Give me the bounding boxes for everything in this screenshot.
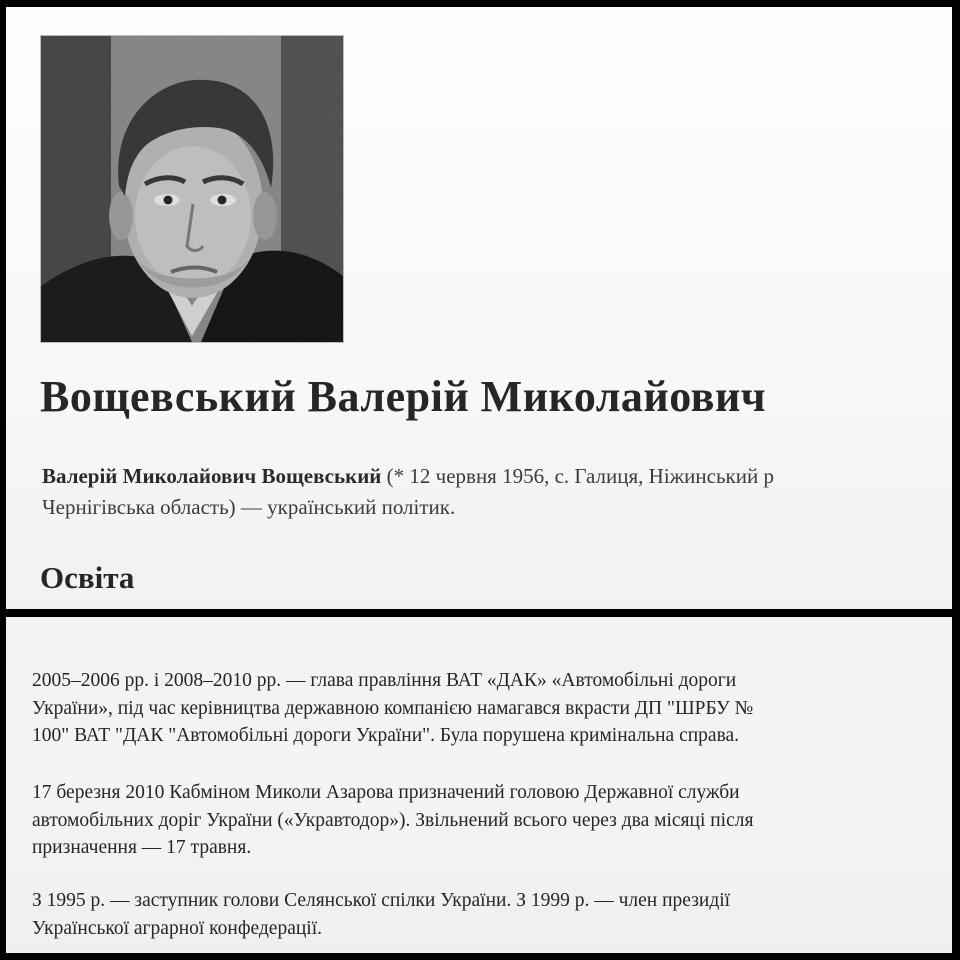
paragraph-line: України», під час керівництва державною компанією намагався вкрасти ДП "ШРБУ № (32, 697, 754, 719)
paragraph-line: З 1995 р. — заступник голови Селянської спілки України. З 1999 р. — член президії (32, 890, 731, 911)
career-paragraph-2 (32, 779, 753, 862)
portrait-illustration (41, 36, 343, 342)
section-heading-education: Освіта (40, 560, 135, 595)
top-document-panel (6, 7, 952, 609)
paragraph-line: призначення — 17 травня. (32, 837, 252, 858)
portrait-photo (40, 35, 344, 343)
paragraph-line: 2005–2006 рр. і 2008–2010 рр. — глава правління ВАТ «ДАК» «Автомобільні дороги (32, 670, 737, 691)
paragraph-line: автомобільних доріг України («Укравтодор»). Звільнений всього через два місяці після (32, 809, 754, 831)
intro-line1-rest: (* 12 червня 1956, с. Галиця, Ніжинський р (381, 464, 774, 488)
intro-line2: Чернігівська область) — український політик. (42, 495, 456, 519)
intro-paragraph (42, 461, 952, 523)
career-paragraph-1 (32, 667, 753, 750)
career-paragraph-3 (32, 887, 730, 942)
paragraph-line: Української аграрної конфедерації. (32, 917, 323, 939)
paragraph-line: 17 березня 2010 Кабміном Миколи Азарова призначений головою Державної служби (32, 782, 740, 803)
page-title: Вощевський Валерій Миколайович (40, 372, 767, 421)
intro-name: Валерій Миколайович Вощевський (42, 464, 382, 488)
bottom-document-panel (6, 617, 952, 953)
paragraph-line: 100" ВАТ "ДАК "Автомобільні дороги України". Була порушена кримінальна справа. (32, 725, 740, 746)
